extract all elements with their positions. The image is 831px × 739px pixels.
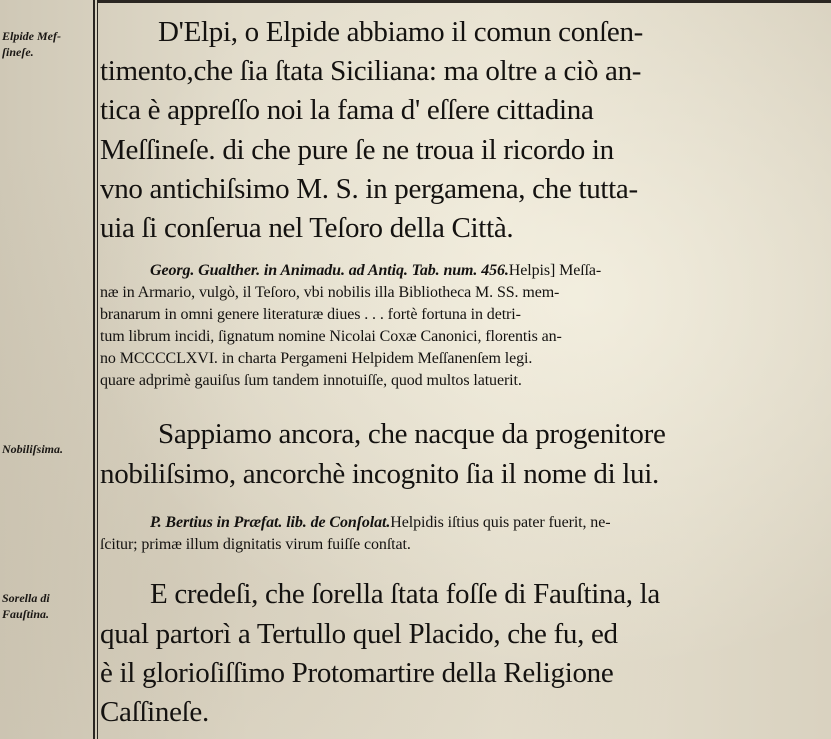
margin-rule: [93, 0, 95, 739]
margin-note-nobilissima: Nobiliſsima.: [2, 442, 64, 456]
margin-column: [0, 0, 93, 739]
quote-line: tum librum incidi, ſignatum nomine Nicolai Coxæ Canonici, florentis an-: [100, 328, 562, 345]
margin-rule-inner: [97, 0, 98, 739]
quote-text: Helpidis iſtius quis pater fuerit, ne-: [390, 514, 611, 531]
quote-line: ſcitur; primæ illum dignitatis virum fuiſſe conſtat.: [100, 536, 411, 553]
text-line: uia ſi conſerua nel Teſoro della Città.: [100, 212, 514, 244]
margin-note-line: Elpide Mef-: [2, 29, 61, 43]
text-line: vno antichiſsimo M. S. in pergamena, che tutta-: [100, 173, 638, 205]
top-rule: [97, 0, 831, 3]
quote-line: branarum in omni genere literaturæ diues . . . fortè fortuna in detri-: [100, 306, 521, 323]
text-line: nobiliſsimo, ancorchè incognito ſia il nome di lui.: [100, 458, 659, 490]
quote-line: [150, 514, 610, 532]
margin-note-line: Sorella di: [2, 591, 50, 605]
margin-note-line: Fauſtina.: [2, 607, 50, 621]
citation: P. Bertius in Præfat. lib. de Conſolat.: [150, 514, 391, 531]
citation: Georg. Gualther. in Animadu. ad Antiq. Tab. num. 456.: [150, 262, 509, 279]
text-line: Caſſineſe.: [100, 696, 209, 728]
text-line: timento,che ſia ſtata Siciliana: ma oltre a ciò an-: [100, 55, 642, 87]
text-line: E credeſi, che ſorella ſtata foſſe di Fauſtina, la: [150, 578, 661, 610]
quote-line: [150, 262, 601, 280]
text-line: tica è appreſſo noi la fama d' eſſere cittadina: [100, 94, 594, 126]
text-line: Sappiamo ancora, che nacque da progenitore: [158, 418, 666, 450]
text-line: è il glorioſiſſimo Protomartire della Religione: [100, 657, 614, 689]
quote-line: no MCCCCLXVI. in charta Pergameni Helpidem Meſſanenſem legi.: [100, 350, 533, 367]
margin-note-line: ſineſe.: [2, 45, 34, 59]
quote-line: quare adprimè gauiſus ſum tandem innotuiſſe, quod multos latuerit.: [100, 372, 522, 389]
quote-line: næ in Armario, vulgò, il Teſoro, vbi nobilis illa Bibliotheca M. SS. mem-: [100, 284, 560, 301]
quote-text: Helpis] Meſſa-: [508, 262, 602, 279]
text-line: qual partorì a Tertullo quel Placido, che fu, ed: [100, 618, 618, 650]
margin-note-sorella: [2, 590, 50, 622]
margin-note-elpide: [2, 28, 61, 60]
text-line: D'Elpi, o Elpide abbiamo il comun conſen-: [158, 16, 644, 48]
text-line: Meſſineſe. di che pure ſe ne troua il ricordo in: [100, 134, 614, 166]
